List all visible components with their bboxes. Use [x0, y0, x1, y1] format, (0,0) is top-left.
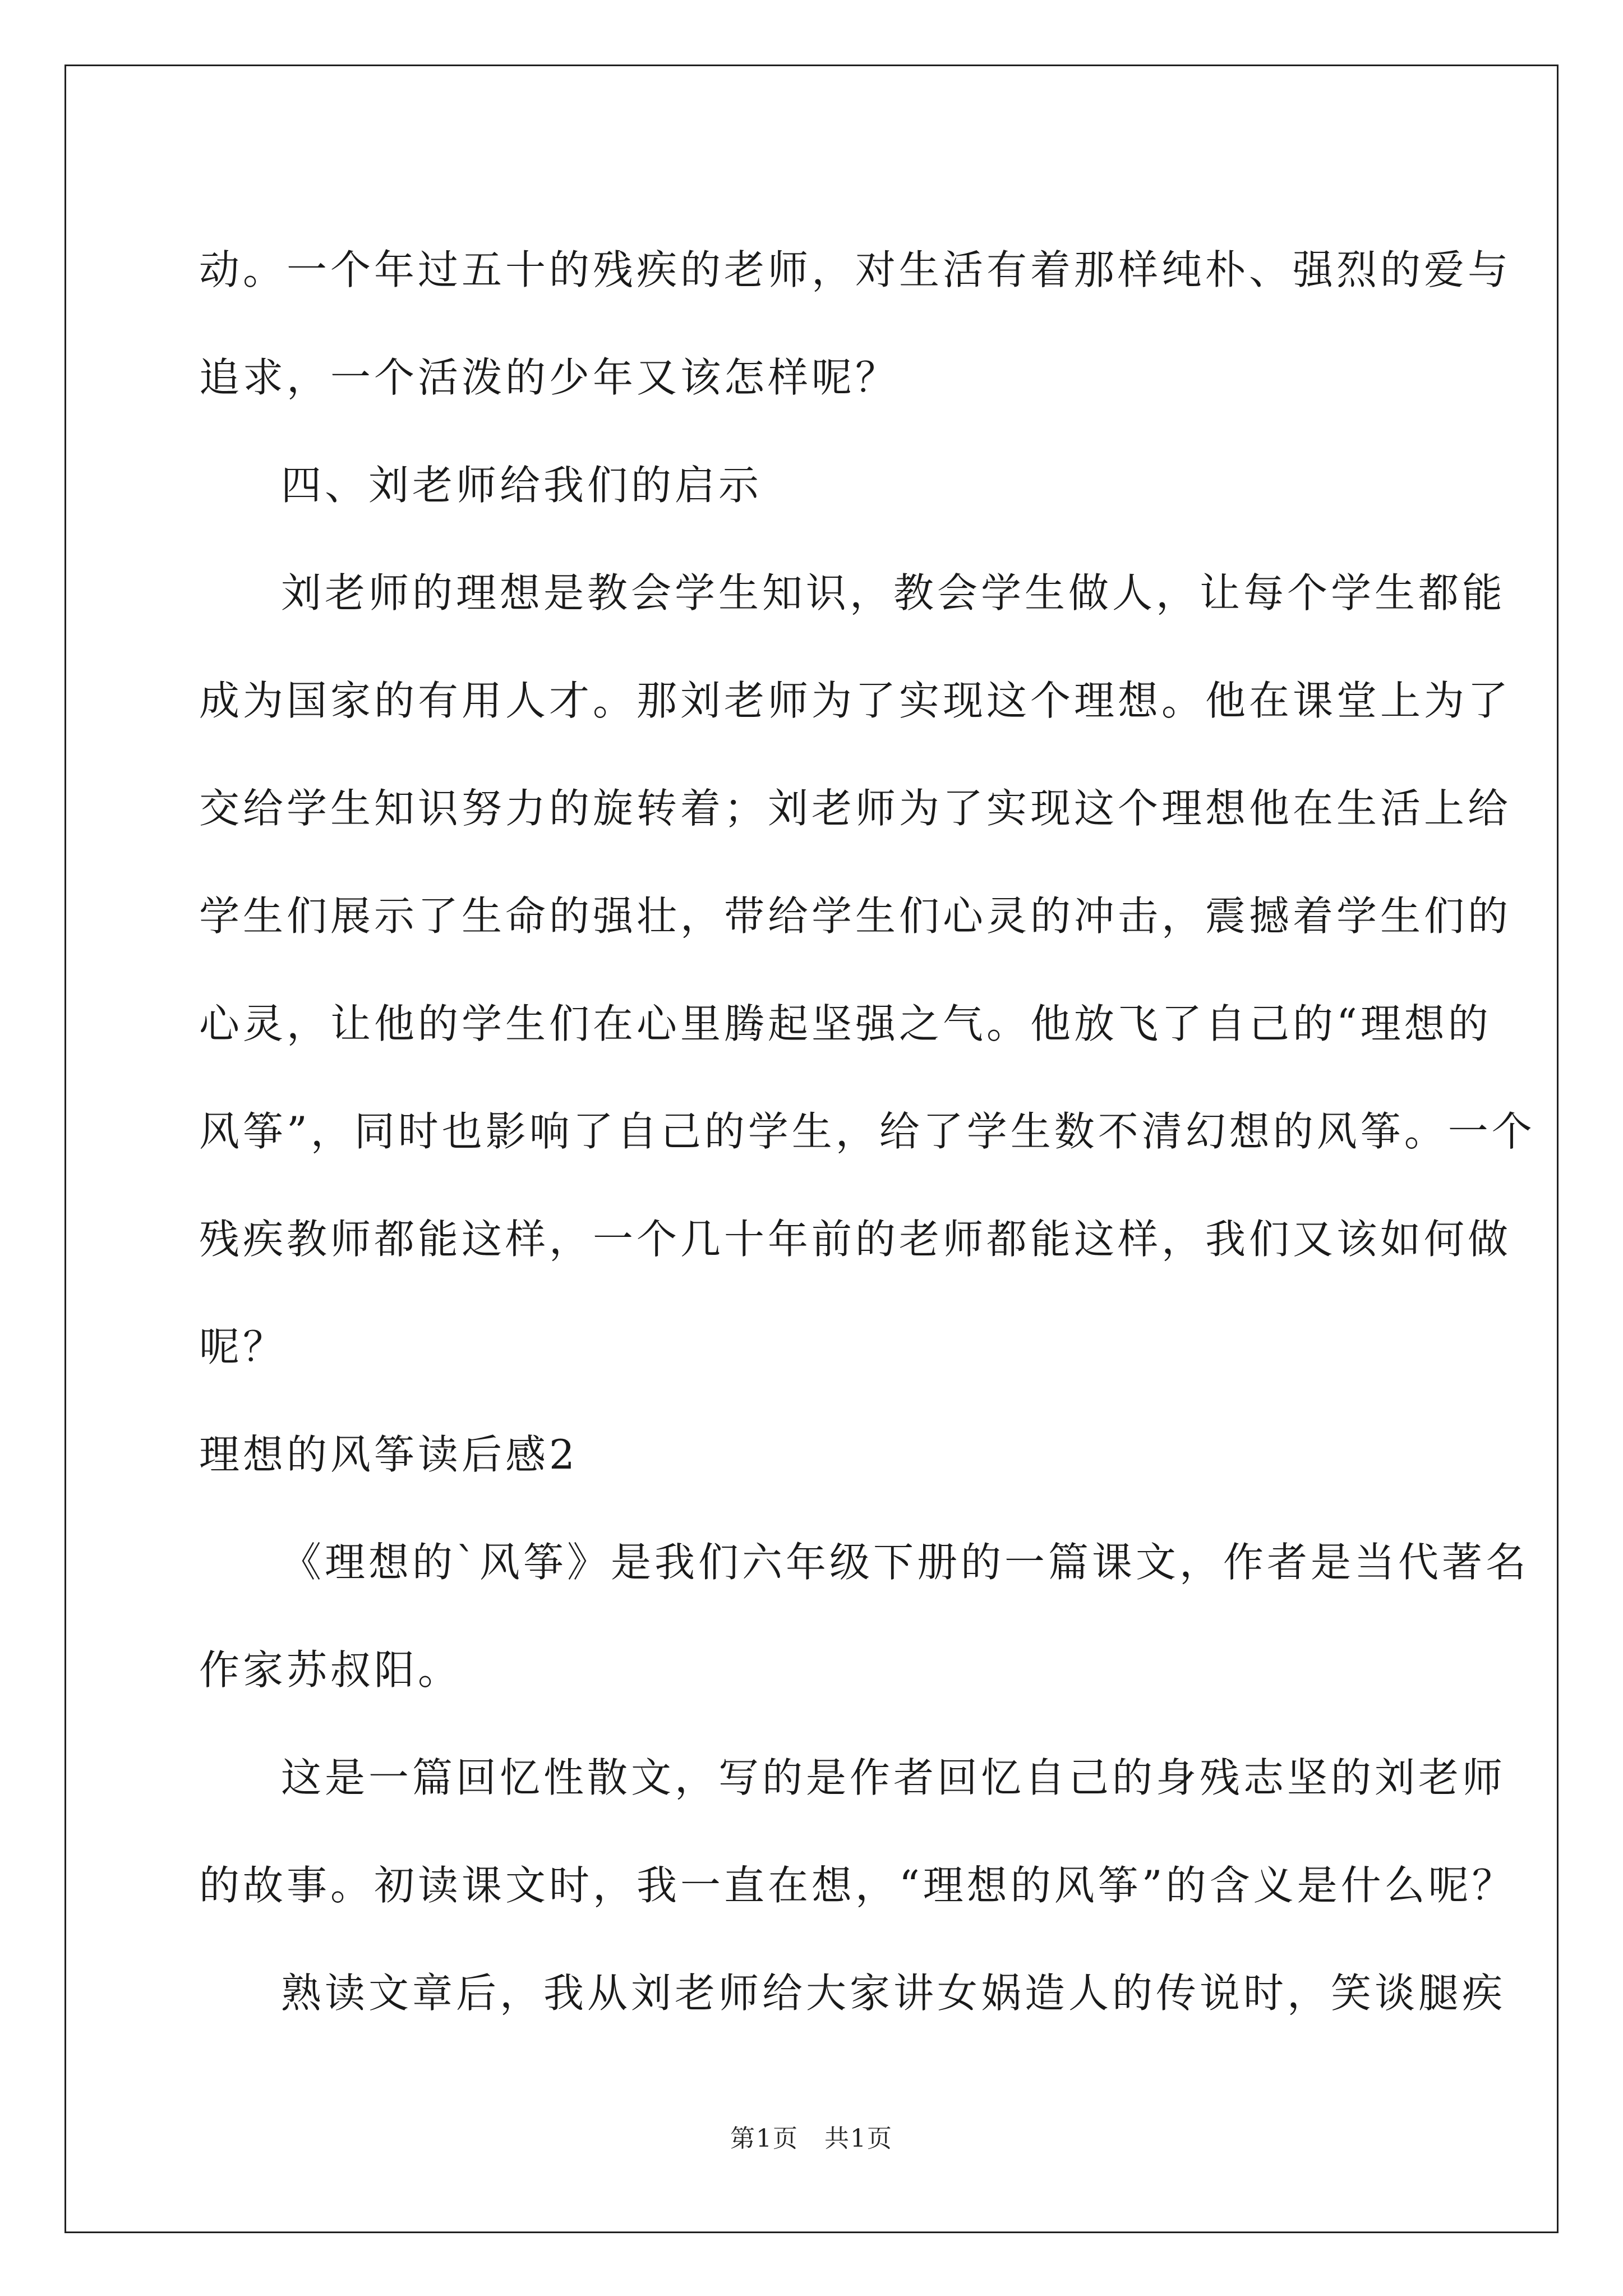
- text-line: 成为国家的有用人才。那刘老师为了实现这个理想。他在课堂上为了: [199, 677, 1512, 724]
- text-line: 动。一个年过五十的残疾的老师，对生活有着那样纯朴、强烈的爱与: [199, 246, 1512, 293]
- text-line: 追求，一个活泼的少年又该怎样呢？: [199, 354, 900, 401]
- text-line: 心灵，让他的学生们在心里腾起坚强之气。他放飞了自己的“理想的: [199, 1000, 1492, 1047]
- page-number: 第1页 共1页: [730, 2124, 893, 2153]
- article-title: 理想的风筝读后感2: [199, 1431, 578, 1478]
- text-line: 作家苏叔阳。: [199, 1646, 462, 1694]
- text-line: 呢？: [199, 1323, 287, 1370]
- text-line: 交给学生知识努力的旋转着；刘老师为了实现这个理想他在生活上给: [199, 785, 1512, 832]
- text-line: 熟读文章后，我从刘老师给大家讲女娲造人的传说时，笑谈腿疾: [281, 1970, 1506, 2017]
- text-line: 的故事。初读课文时，我一直在想，“理想的风筝”的含义是什么呢？: [199, 1862, 1516, 1909]
- text-line: 风筝”，同时也影响了自己的学生，给了学生数不清幻想的风筝。一个: [199, 1108, 1536, 1155]
- text-line: 学生们展示了生命的强壮，带给学生们心灵的冲击，震撼着学生们的: [199, 892, 1512, 940]
- text-line: 残疾教师都能这样，一个几十年前的老师都能这样，我们又该如何做: [199, 1216, 1512, 1263]
- text-line: 《理想的`风筝》是我们六年级下册的一篇课文，作者是当代著名: [281, 1539, 1530, 1586]
- section-heading: 四、刘老师给我们的启示: [281, 462, 763, 509]
- document-body: [199, 216, 1536, 2047]
- text-line: 刘老师的理想是教会学生知识，教会学生做人，让每个学生都能: [281, 569, 1506, 616]
- text-line: 这是一篇回忆性散文，写的是作者回忆自己的身残志坚的刘老师: [281, 1754, 1506, 1801]
